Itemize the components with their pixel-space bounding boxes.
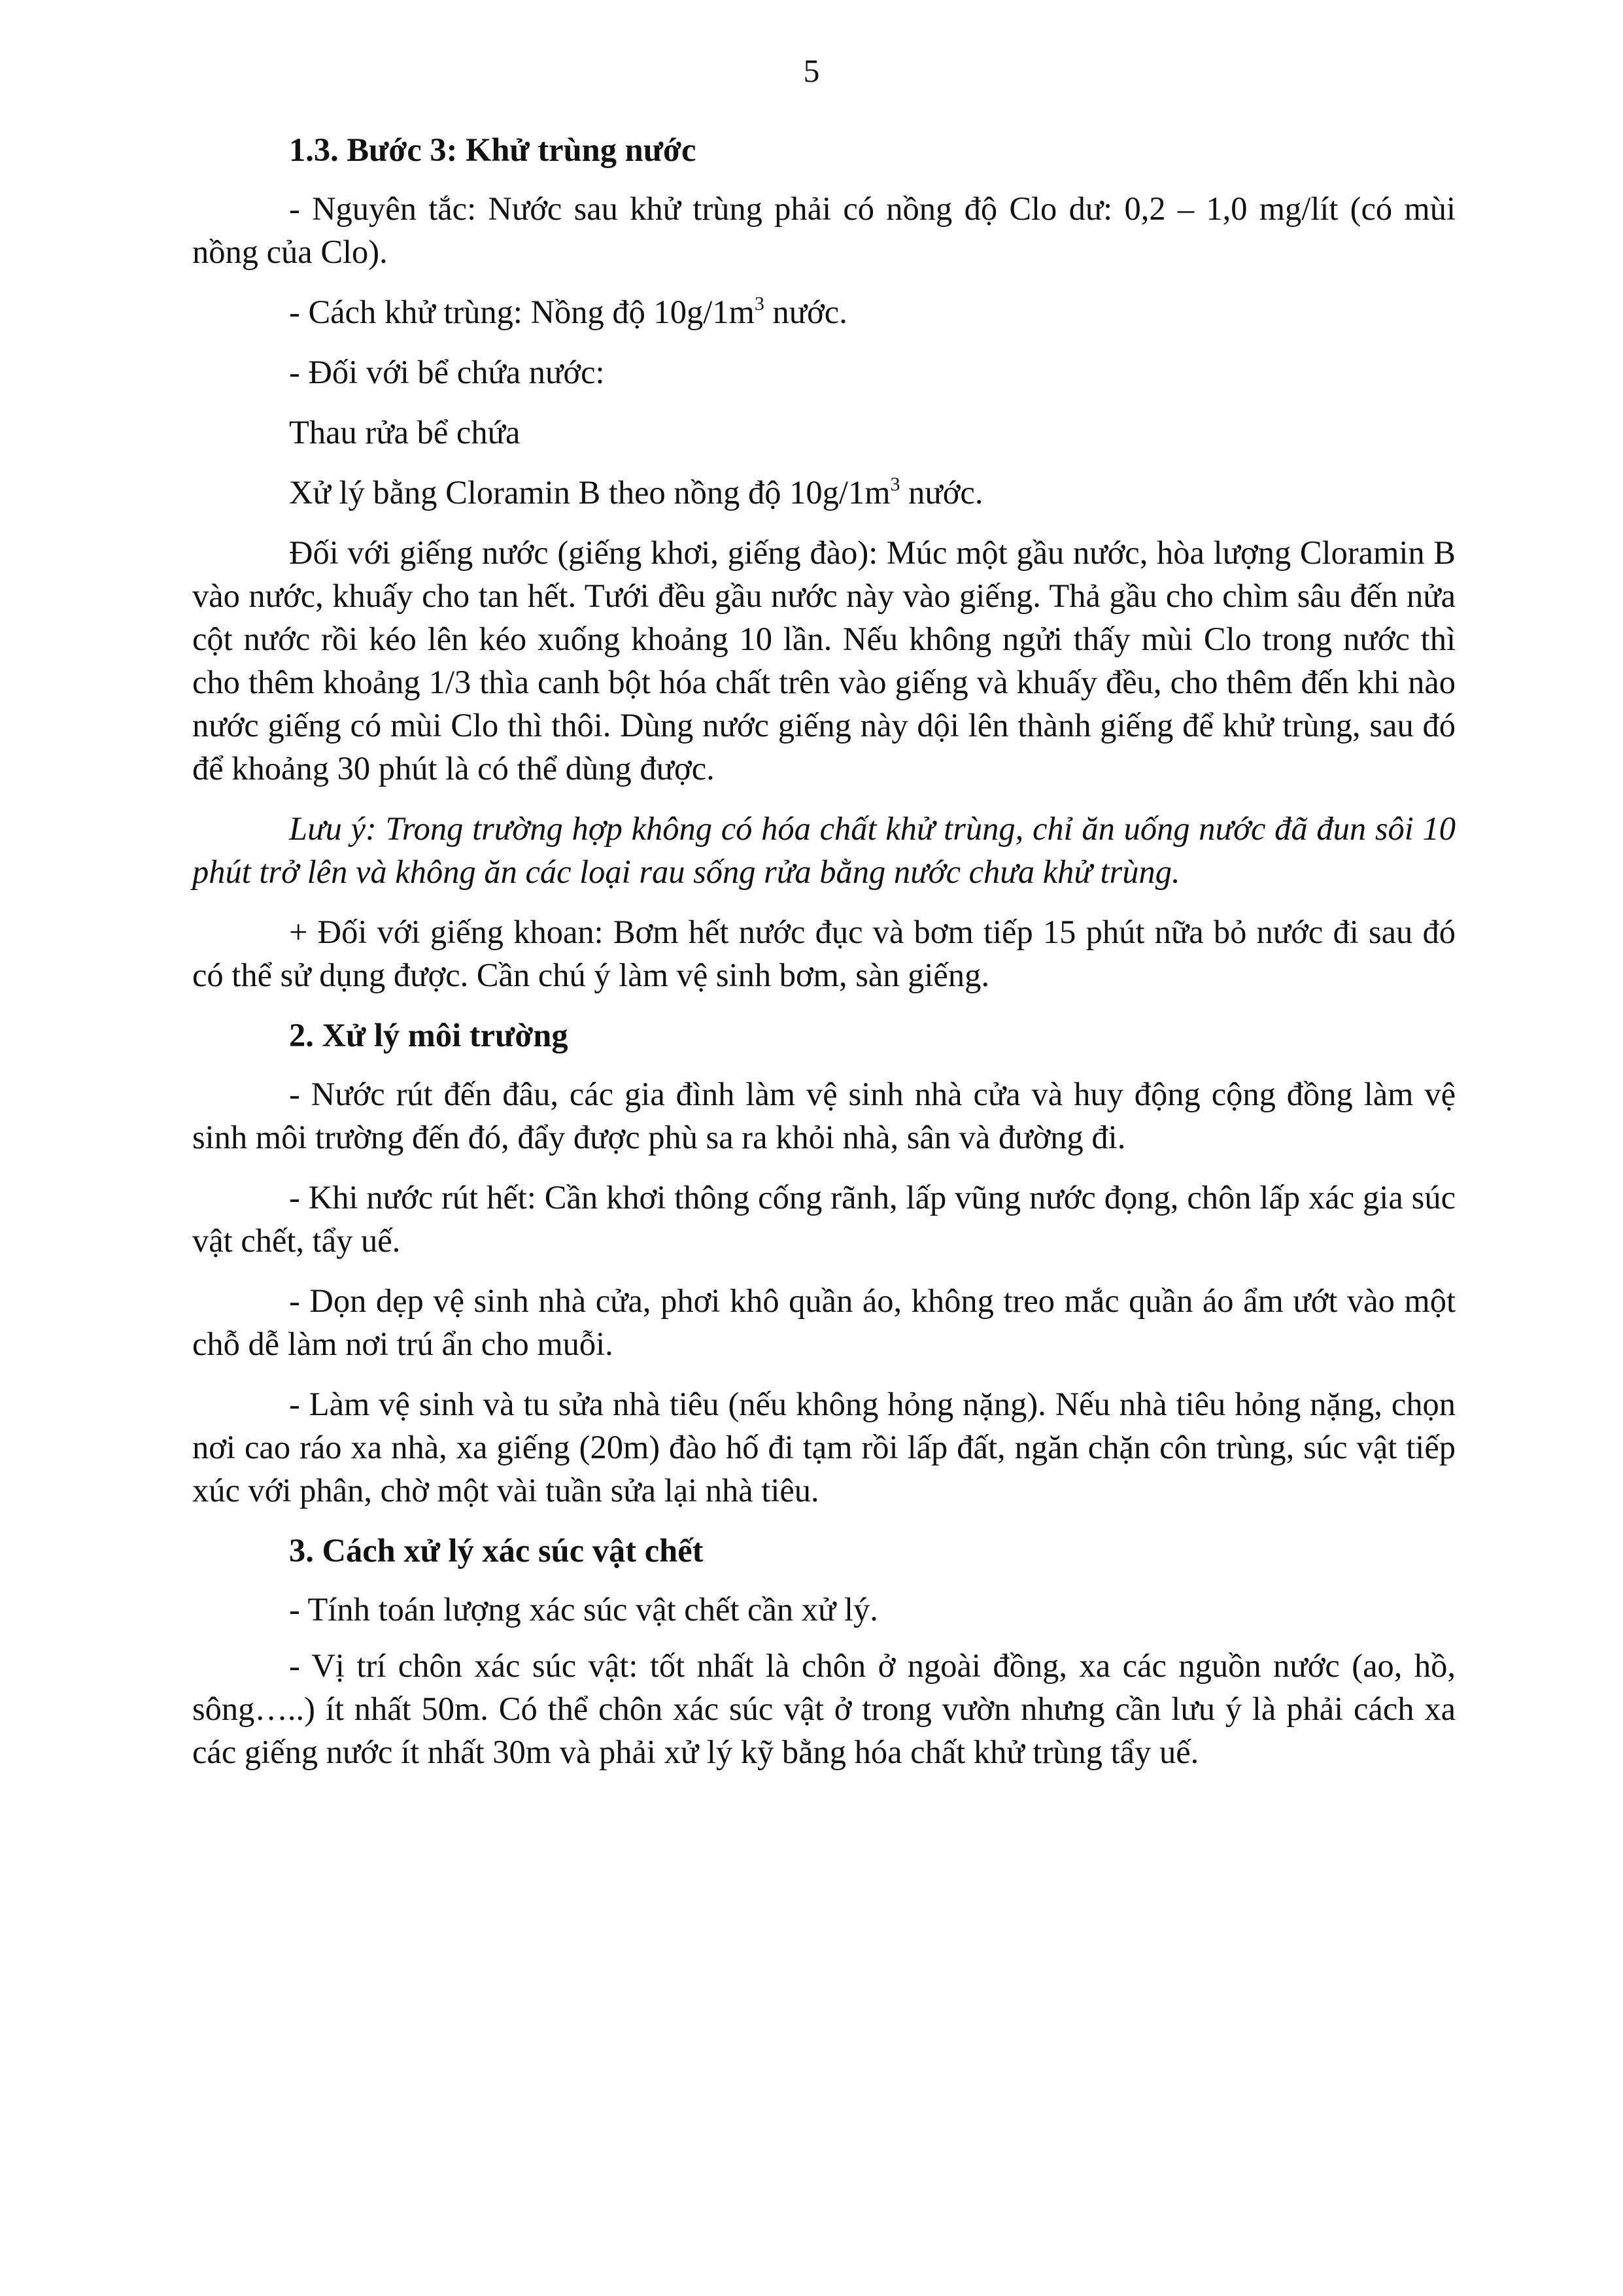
principle-paragraph: - Nguyên tắc: Nước sau khử trùng phải có nồng độ Clo dư: 0,2 – 1,0 mg/lít (có mùi nồng của Clo). bbox=[192, 190, 1456, 270]
document-body bbox=[192, 128, 1456, 1791]
carcass-item-1: - Tính toán lượng xác súc vật chết cần xử lý. bbox=[289, 1591, 878, 1628]
tank-treat-paragraph bbox=[192, 471, 1456, 514]
tank-wash-paragraph: Thau rửa bể chứa bbox=[289, 414, 521, 451]
tank-treat-text-end: nước. bbox=[900, 474, 983, 511]
section-heading-3: 3. Cách xử lý xác súc vật chết bbox=[289, 1532, 704, 1569]
section-heading-2: 2. Xử lý môi trường bbox=[289, 1017, 568, 1054]
method-paragraph bbox=[192, 290, 1456, 334]
note-paragraph: Lưu ý: Trong trường hợp không có hóa chất khử trùng, chỉ ăn uống nước đã đun sôi 10 phút trở lên và không ăn các loại rau sống rửa bằng nước chưa khử trùng. bbox=[192, 810, 1456, 890]
method-text: - Cách khử trùng: Nồng độ 10g/1m bbox=[289, 294, 755, 330]
dug-well-paragraph: Đối với giếng nước (giếng khơi, giếng đào): Múc một gầu nước, hòa lượng Cloramin B vào nước, khuấy cho tan hết. Tưới đều gầu nước này vào giếng. Thả gầu cho chìm sâu đến nửa cột nước rồi kéo lên kéo xuống khoảng 10 lần. Nếu không ngửi thấy mùi Clo trong nước thì cho thêm khoảng 1/3 thìa canh bột hóa chất trên vào giếng và khuấy đều, cho thêm đến khi nào nước giếng có mùi Clo thì thôi. Dùng nước giếng này dội lên thành giếng để khử trùng, sau đó để khoảng 30 phút là có thể dùng được. bbox=[192, 534, 1456, 787]
environment-item-3: - Dọn dẹp vệ sinh nhà cửa, phơi khô quần áo, không treo mắc quần áo ẩm ướt vào một chỗ dễ làm nơi trú ẩn cho muỗi. bbox=[192, 1282, 1456, 1362]
section-heading-1-3: 1.3. Bước 3: Khử trùng nước bbox=[289, 131, 696, 168]
drilled-well-paragraph: + Đối với giếng khoan: Bơm hết nước đục và bơm tiếp 15 phút nữa bỏ nước đi sau đó có thể sử dụng được. Cần chú ý làm vệ sinh bơm, sàn giếng. bbox=[192, 914, 1456, 993]
tank-intro-paragraph: - Đối với bể chứa nước: bbox=[289, 354, 605, 390]
method-text-end: nước. bbox=[764, 294, 847, 330]
environment-item-2: - Khi nước rút hết: Cần khơi thông cống rãnh, lấp vũng nước đọng, chôn lấp xác gia súc vật chết, tẩy uế. bbox=[192, 1179, 1456, 1259]
environment-item-1: - Nước rút đến đâu, các gia đình làm vệ sinh nhà cửa và huy động cộng đồng làm vệ sinh môi trường đến đó, đẩy được phù sa ra khỏi nhà, sân và đường đi. bbox=[192, 1076, 1456, 1156]
environment-item-4: - Làm vệ sinh và tu sửa nhà tiêu (nếu không hỏng nặng). Nếu nhà tiêu hỏng nặng, chọn nơi cao ráo xa nhà, xa giếng (20m) đào hố đi tạm rồi lấp đất, ngăn chặn côn trùng, súc vật tiếp xúc với phân, chờ một vài tuần sửa lại nhà tiêu. bbox=[192, 1386, 1456, 1509]
page-number: 5 bbox=[803, 52, 820, 89]
method-superscript: 3 bbox=[754, 293, 764, 315]
tank-treat-text: Xử lý bằng Cloramin B theo nồng độ 10g/1m bbox=[289, 474, 891, 511]
tank-treat-superscript: 3 bbox=[890, 473, 900, 495]
carcass-item-2: - Vị trí chôn xác súc vật: tốt nhất là chôn ở ngoài đồng, xa các nguồn nước (ao, hồ, sông…..) ít nhất 50m. Có thể chôn xác súc vật ở trong vườn nhưng cần lưu ý là phải cách xa các giếng nước ít nhất 30m và phải xử lý kỹ bằng hóa chất khử trùng tẩy uế. bbox=[192, 1647, 1456, 1770]
